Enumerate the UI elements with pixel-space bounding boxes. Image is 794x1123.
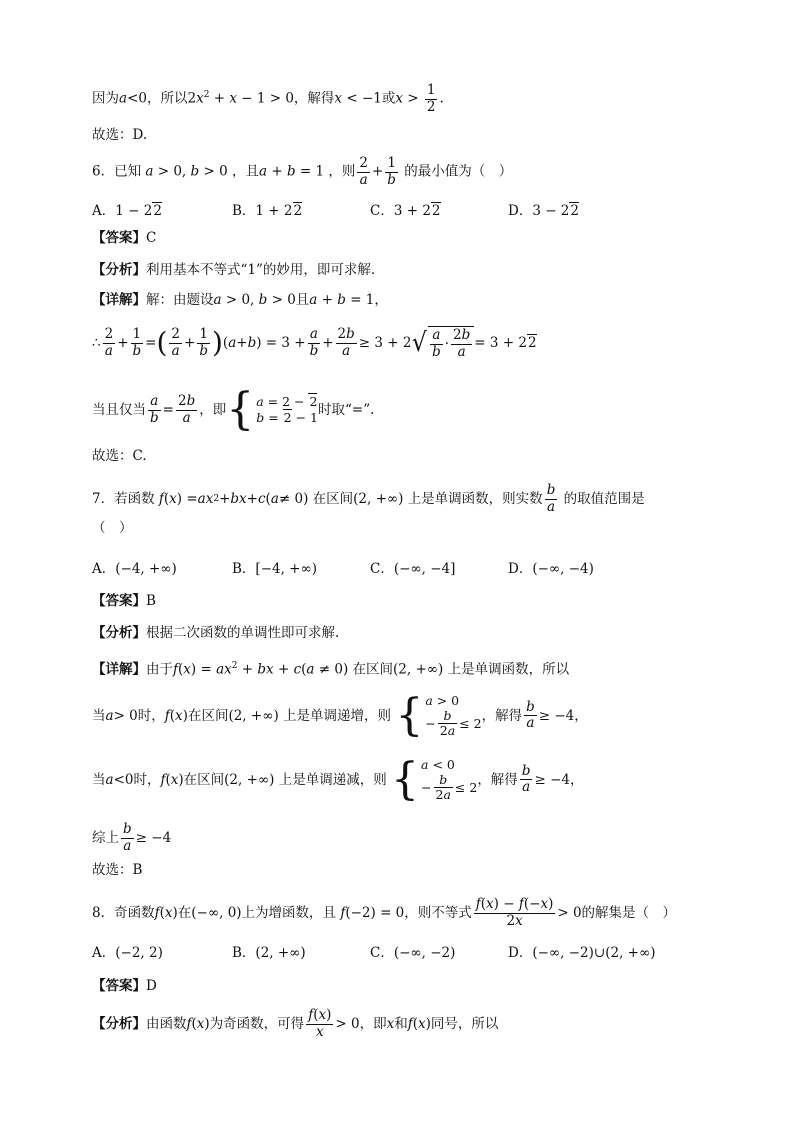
derivation-q6: ∴ $\frac{2}{a}$ + $\frac{1}{b}$ = ( $\frac{2}{a}$ + $\frac{1}{b}$ ) ( a + b ) = 3 + $\frac{a}{b}$ + $\frac{2b}{a}$ ≥ 3 + 2 √ $\frac{a}{b}$ · $\frac{2b}{a}$ = 3 + 2 2: [92, 326, 537, 360]
summary-line-q7: 综上 $\frac{b}{a}$ ≥ −4: [92, 821, 172, 854]
detail-line-q6: 【详解】解：由题设a > 0, b > 0且a + b = 1，: [92, 292, 388, 308]
question-6-stem: 6．已知 a > 0, b > 0 ，且a + b = 1 ，则 $\frac{2}{a}$ + $\frac{1}{b}$ 的最小值为（ ）: [92, 155, 513, 188]
detail-tag: 【详解】: [92, 661, 146, 678]
text: 时，: [133, 771, 161, 788]
text: 同号，所以: [430, 1015, 499, 1032]
choice-line-q7: 故选：B: [92, 862, 143, 878]
analysis-line-q6: [92, 262, 375, 278]
option-a: A．(−2, 2): [92, 945, 163, 961]
detail-line-q7: 【详解】由于$f(x) = ax^2$ + bx + c(a ≠ 0) 在区间(2, +∞) 上是单调函数，所以: [92, 661, 570, 678]
text: 在区间: [352, 661, 394, 678]
answer-value: B: [146, 593, 156, 609]
question-7-stem: 7．若函数 f ( x ) = ax 2 + bx + c ( a ≠ 0) 在区间 (2, +∞) 上是单调函数，则实数 $\frac{b}{a}$ 的取值范围是: [92, 482, 645, 515]
text: 上为增函数，且: [241, 904, 337, 921]
option-c: C．(−∞, −4]: [370, 561, 456, 577]
option-c: C．3 + 22: [370, 203, 441, 219]
choice-line-q5: 故选：D.: [92, 127, 148, 143]
text: 由于: [146, 661, 173, 678]
text: .: [439, 90, 444, 107]
text: 时取“=”.: [317, 401, 375, 418]
answer-value: C: [146, 230, 157, 246]
option-d: D．(−∞, −2)∪(2, +∞): [508, 945, 656, 961]
equality-condition-q6: 当且仅当 $\frac{a}{b}$ = $\frac{2b}{a}$ ，即 { a = 2 − 2 b = 2 − 1 时取“=”.: [92, 384, 375, 435]
text: ，即: [359, 1015, 387, 1032]
text: 的解集是（ ）: [581, 904, 677, 921]
text: 上是单调函数，所以: [447, 661, 570, 678]
option-b: B．(2, +∞): [232, 945, 306, 961]
option-label: C．: [370, 203, 394, 219]
case-positive-q7: 当 a > 0 时， f ( x ) 在区间 (2, +∞) 上是单调递增，则 { a > 0 − $\frac{b}{2a}$ ≤ 2 ，解得 $\frac{b}{a}$ ≥ −4 ，: [92, 689, 588, 741]
option-c: C．(−∞, −2): [370, 945, 456, 961]
text: 和: [394, 1015, 408, 1032]
analysis-tag: 【分析】: [92, 262, 146, 278]
text: 为奇函数，可得: [209, 1015, 305, 1032]
text: 的取值范围是: [563, 490, 645, 507]
option-a: A．1 − 22: [92, 203, 162, 219]
text: 上是单调函数，则实数: [407, 490, 543, 507]
question-7-paren: （ ）: [92, 520, 133, 536]
option-label: D．: [508, 203, 533, 219]
answer-value: D: [146, 978, 157, 994]
choice-line-q6: 故选：C.: [92, 448, 147, 464]
text: 因为: [92, 90, 119, 107]
analysis-text: 根据二次函数的单调性即可求解.: [146, 625, 340, 641]
text: ，: [574, 707, 588, 724]
question-8-stem: 8．奇函数 f ( x ) 在 (−∞, 0) 上为增函数，且 f (−2) = 0 ，则不等式 $\frac{f(x) - f(-x)}{2x}$ > 0 的解集是（ ）: [92, 896, 677, 929]
option-label: C．: [370, 561, 394, 577]
text: 在区间: [312, 490, 354, 507]
answer-line-q8: [92, 978, 157, 994]
analysis-tag: 【分析】: [92, 1015, 146, 1032]
text: 且: [295, 292, 310, 308]
text: 6．已知: [92, 163, 142, 180]
analysis-line-q8: 【分析】 由函数 f ( x ) 为奇函数，可得 $\frac{f(x)}{x}$ > 0 ，即 x 和 f ( x ) 同号，所以: [92, 1007, 499, 1040]
text: 当且仅当: [92, 401, 146, 418]
text: ，即: [199, 401, 227, 418]
solution-line-q5: 因为a<0，所以$2x^2 + x - 1 > 0$，解得x < −1或x > $\frac{1}{2}$ .: [92, 82, 444, 115]
option-label: A．: [92, 561, 116, 577]
text: ，则: [328, 163, 356, 180]
text: ，解得: [481, 707, 523, 724]
answer-line-q7: [92, 593, 156, 609]
answer-tag: 【答案】: [92, 230, 146, 246]
text: 在区间: [187, 707, 229, 724]
option-d: D．(−∞, −4): [508, 561, 594, 577]
text: ，则不等式: [404, 904, 472, 921]
text: 当: [92, 771, 106, 788]
text: ，且: [231, 163, 259, 180]
text: 7．若函数: [92, 490, 155, 507]
case-negative-q7: 当 a <0 时， f ( x ) 在区间 (2, +∞) 上是单调递减，则 { a < 0 − $\frac{b}{2a}$ ≤ 2 ，解得 $\frac{b}{a}$ ≥ −4 ，: [92, 753, 584, 805]
analysis-text: 利用基本不等式“1”的妙用，即可求解.: [146, 262, 376, 278]
text: 在: [177, 904, 192, 921]
answer-line-q6: [92, 230, 156, 246]
option-label: D．: [508, 945, 533, 961]
analysis-tag: 【分析】: [92, 625, 146, 641]
text: 在区间: [183, 771, 225, 788]
option-b: B．[−4, +∞): [232, 561, 317, 577]
text: ，所以: [146, 90, 188, 107]
option-label: B．: [232, 561, 256, 577]
text: 上是单调递减，则: [278, 771, 387, 788]
text: 上是单调递增，则: [283, 707, 392, 724]
text: ，: [374, 292, 388, 308]
text: ，: [569, 771, 584, 788]
option-label: C．: [370, 945, 394, 961]
text: 由函数: [146, 1015, 187, 1032]
text: 综上: [92, 829, 119, 846]
detail-tag: 【详解】: [92, 292, 146, 308]
text: 8．奇函数: [92, 904, 155, 921]
text: 或: [381, 90, 396, 107]
option-label: D．: [508, 561, 533, 577]
text: ，解得: [293, 90, 335, 107]
text: 的最小值为（ ）: [404, 163, 513, 180]
option-d: D．3 − 22: [508, 203, 579, 219]
text: ，解得: [477, 771, 518, 788]
text: 时，: [137, 707, 165, 724]
answer-tag: 【答案】: [92, 593, 146, 609]
option-label: A．: [92, 945, 116, 961]
option-label: B．: [232, 203, 256, 219]
answer-tag: 【答案】: [92, 978, 146, 994]
text: 解：由题设: [146, 292, 214, 308]
option-a: A．(−4, +∞): [92, 561, 177, 577]
analysis-line-q7: [92, 625, 339, 641]
option-label: B．: [232, 945, 256, 961]
option-label: A．: [92, 203, 116, 219]
option-b: B．1 + 22: [232, 203, 303, 219]
text: 当: [92, 707, 106, 724]
